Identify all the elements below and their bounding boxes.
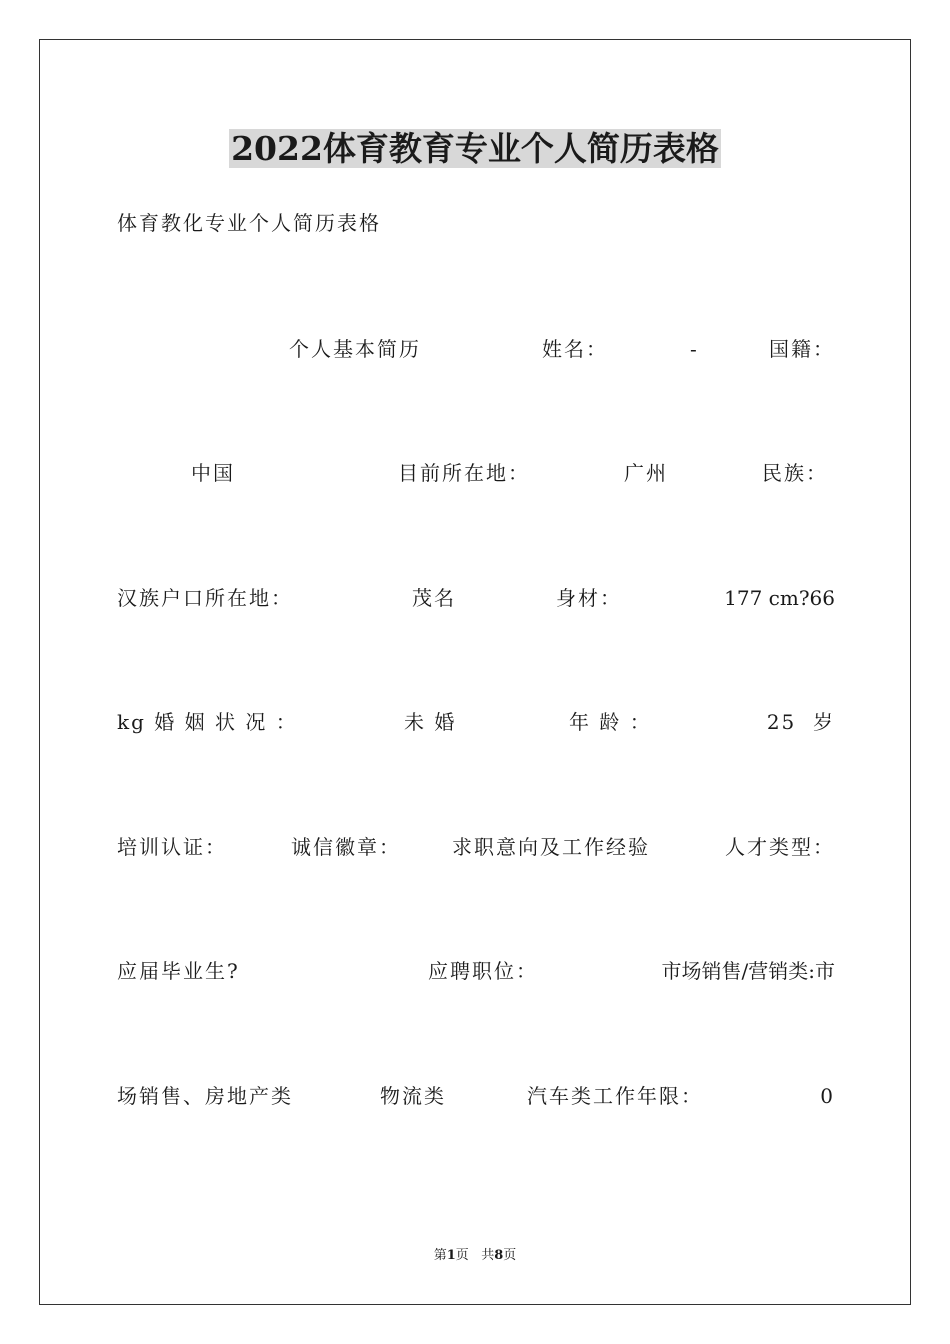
label-household-location: 汉族户口所在地： [117, 586, 293, 610]
info-line-6 [117, 956, 835, 986]
footer-total-pages: 8 [494, 1248, 504, 1263]
label-name: 姓名： [542, 337, 608, 361]
document-subtitle: 体育教化专业个人简历表格 [117, 211, 381, 235]
info-line-1 [117, 334, 835, 364]
info-line-3 [117, 583, 835, 613]
info-line-2 [117, 458, 835, 488]
value-age: 25 岁 [766, 710, 835, 734]
label-ethnicity: 民族： [762, 461, 828, 485]
value-work-years: 0 [820, 1084, 835, 1108]
label-work-years: 汽车类工作年限： [527, 1084, 703, 1108]
value-position-applied-cont: 场销售、房地产类 [117, 1084, 293, 1108]
footer-page-suffix: 页 [503, 1248, 517, 1263]
value-position-logistics: 物流类 [380, 1084, 446, 1108]
label-age: 年 龄 ： [569, 710, 652, 734]
label-talent-type: 人才类型： [725, 835, 835, 859]
value-talent-type: 应届毕业生? [117, 959, 240, 983]
label-training-cert: 培训认证： [117, 835, 227, 859]
value-body: 177 cm?66 [724, 586, 835, 610]
info-line-4 [117, 707, 835, 737]
info-line-5 [117, 832, 835, 862]
document-title [0, 128, 950, 170]
label-integrity-badge: 诚信徽章： [291, 835, 401, 859]
value-position-applied: 市场销售/营销类:市 [661, 959, 835, 983]
footer-current-page: 1 [446, 1248, 456, 1263]
label-position-applied: 应聘职位： [428, 959, 538, 983]
value-household-location: 茂名 [412, 586, 456, 610]
label-body: 身材： [556, 586, 622, 610]
label-marital-status: kg 婚 姻 状 况 ： [117, 710, 298, 734]
value-marital-status: 未 婚 [404, 710, 457, 734]
footer-page-prefix: 第 [433, 1248, 447, 1263]
section-heading-job-intention: 求职意向及工作经验 [452, 835, 650, 859]
value-name: - [690, 337, 699, 361]
label-current-location: 目前所在地： [398, 461, 530, 485]
value-current-location: 广州 [624, 461, 668, 485]
section-heading-basic-resume: 个人基本简历 [289, 337, 421, 361]
value-nationality: 中国 [191, 461, 235, 485]
label-nationality: 国籍： [769, 337, 835, 361]
footer-page-mid: 页 共 [455, 1248, 495, 1263]
info-line-7 [117, 1081, 835, 1111]
page-footer [0, 1246, 950, 1266]
document-title-text: 2022体育教育专业个人简历表格 [231, 129, 719, 168]
